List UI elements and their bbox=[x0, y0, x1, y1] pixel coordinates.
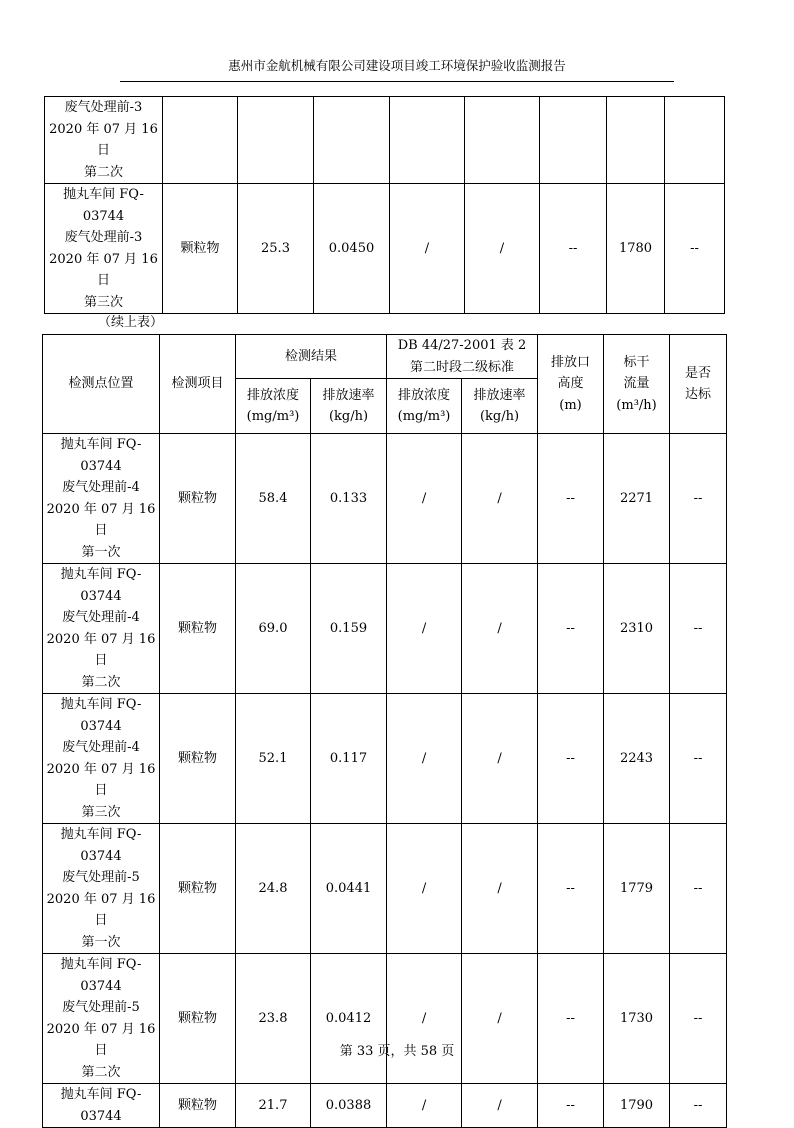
cell-flow: 1779 bbox=[604, 824, 670, 954]
cell-location-line: 2020 年 07 月 16 日 bbox=[46, 631, 156, 668]
header-rule bbox=[120, 81, 674, 82]
cell-location-line: 废气处理前-4 bbox=[62, 480, 140, 495]
cell-flow: 1780 bbox=[607, 184, 665, 314]
cell-rate: 0.0412 bbox=[311, 954, 387, 1084]
table-row bbox=[45, 97, 725, 184]
cell-height: -- bbox=[538, 824, 604, 954]
header-compliance-line: 达标 bbox=[685, 387, 712, 402]
cell-location-line: 03744 bbox=[80, 978, 122, 994]
header-conc-label: 排放浓度 bbox=[246, 387, 299, 403]
cell-location bbox=[43, 434, 160, 564]
header-std-conc-unit: (mg/m³) bbox=[397, 409, 451, 424]
cell-location-line: 第二次 bbox=[81, 674, 121, 690]
cell-conc: 24.8 bbox=[236, 824, 311, 954]
table-row bbox=[43, 824, 727, 954]
table-row bbox=[43, 1084, 727, 1128]
cell-location-line: 第三次 bbox=[83, 294, 123, 310]
header-rate-label: 排放速率 bbox=[322, 387, 375, 403]
cell-std-conc: / bbox=[387, 954, 462, 1084]
header-flow-line: 流量 bbox=[623, 376, 650, 392]
cell-location-line: 03744 bbox=[82, 208, 125, 224]
cell-location-line: 03744 bbox=[80, 848, 122, 864]
cell-std-rate: / bbox=[465, 184, 540, 314]
cell-rate: 0.133 bbox=[311, 434, 387, 564]
cell-location-line: 03744 bbox=[80, 588, 122, 604]
cell-std-conc: / bbox=[387, 824, 462, 954]
cell-height: -- bbox=[538, 434, 604, 564]
page-footer: 第 33 页，共 58 页 bbox=[339, 1044, 455, 1059]
header-compliance bbox=[670, 335, 727, 434]
header-standard-line: DB 44/27-2001 表 2 bbox=[397, 338, 527, 353]
cell-conc: 69.0 bbox=[236, 564, 311, 694]
cell-compliance: -- bbox=[670, 564, 727, 694]
cell-height: -- bbox=[538, 564, 604, 694]
cell-location-line: 第三次 bbox=[81, 804, 121, 820]
cell-location-line: 废气处理前-3 bbox=[64, 230, 143, 245]
cell-location-line: 第一次 bbox=[81, 544, 121, 560]
cell-conc bbox=[238, 97, 314, 184]
cell-item: 颗粒物 bbox=[160, 564, 236, 694]
cell-flow bbox=[607, 97, 665, 184]
header-std-rate-unit: (kg/h) bbox=[479, 409, 520, 424]
header-conc-unit: (mg/m³) bbox=[246, 409, 300, 424]
cell-location-line: 抛丸车间 FQ- bbox=[60, 697, 142, 712]
cell-location-line: 03744 bbox=[80, 718, 122, 734]
header-flow bbox=[604, 335, 670, 434]
cell-location-line: 第二次 bbox=[83, 164, 123, 180]
cell-rate bbox=[314, 97, 390, 184]
cell-rate: 0.0450 bbox=[314, 184, 390, 314]
header-flow-line: 标干 bbox=[623, 354, 650, 370]
cell-rate: 0.117 bbox=[311, 694, 387, 824]
cell-std-rate: / bbox=[462, 694, 538, 824]
cell-location-line: 第一次 bbox=[81, 934, 121, 950]
cell-flow: 2243 bbox=[604, 694, 670, 824]
header-height-line: (m) bbox=[559, 397, 582, 413]
cell-location-line: 03744 bbox=[80, 458, 122, 474]
table-top-continuation bbox=[44, 96, 725, 314]
header-compliance-line: 是否 bbox=[685, 365, 712, 381]
cell-std-rate: / bbox=[462, 954, 538, 1084]
cell-location-line: 抛丸车间 FQ- bbox=[60, 1087, 142, 1102]
cell-item: 颗粒物 bbox=[160, 824, 236, 954]
cell-location-line: 废气处理前-5 bbox=[62, 1000, 140, 1015]
header-std-conc-label: 排放浓度 bbox=[398, 387, 451, 403]
header-std-rate-label: 排放速率 bbox=[473, 387, 526, 403]
header-item: 检测项目 bbox=[160, 335, 236, 434]
cell-location bbox=[43, 954, 160, 1084]
table-row bbox=[43, 564, 727, 694]
cell-compliance: -- bbox=[670, 1084, 727, 1128]
cell-std-conc: / bbox=[390, 184, 465, 314]
cell-location bbox=[43, 824, 160, 954]
cell-location-line: 抛丸车间 FQ- bbox=[63, 187, 144, 202]
cell-rate: 0.0388 bbox=[311, 1084, 387, 1128]
table-top-body bbox=[45, 97, 725, 314]
header-rate-unit: (kg/h) bbox=[328, 409, 369, 424]
header-std-conc bbox=[387, 379, 462, 434]
cell-location-line: 抛丸车间 FQ- bbox=[60, 957, 142, 972]
cell-location-line: 2020 年 07 月 16 日 bbox=[46, 1021, 156, 1058]
header-conc bbox=[236, 379, 311, 434]
cell-std-rate bbox=[465, 97, 540, 184]
cell-item: 颗粒物 bbox=[163, 184, 238, 314]
cell-std-conc: / bbox=[387, 434, 462, 564]
cell-std-conc: / bbox=[387, 1084, 462, 1128]
cell-conc: 52.1 bbox=[236, 694, 311, 824]
cell-flow: 2271 bbox=[604, 434, 670, 564]
header-std-rate bbox=[462, 379, 538, 434]
cell-height: -- bbox=[538, 694, 604, 824]
header-rate bbox=[311, 379, 387, 434]
report-header-title: 惠州市金航机械有限公司建设项目竣工环境保护验收监测报告 bbox=[228, 58, 566, 73]
cell-location bbox=[43, 1084, 160, 1128]
cell-conc: 23.8 bbox=[236, 954, 311, 1084]
cell-height: -- bbox=[540, 184, 607, 314]
cell-item bbox=[163, 97, 238, 184]
cell-item: 颗粒物 bbox=[160, 954, 236, 1084]
continued-label: （续上表） bbox=[98, 315, 164, 330]
table-row bbox=[43, 694, 727, 824]
cell-location-line: 废气处理前-4 bbox=[62, 610, 140, 625]
table-main bbox=[42, 334, 727, 1128]
cell-compliance: -- bbox=[670, 434, 727, 564]
cell-location-line: 废气处理前-3 bbox=[64, 100, 143, 115]
cell-flow: 1730 bbox=[604, 954, 670, 1084]
cell-compliance: -- bbox=[670, 694, 727, 824]
cell-location-line: 抛丸车间 FQ- bbox=[60, 827, 142, 842]
table-main-body bbox=[43, 434, 727, 1128]
cell-location-line: 2020 年 07 月 16 日 bbox=[46, 891, 156, 928]
cell-flow: 1790 bbox=[604, 1084, 670, 1128]
cell-location-line: 2020 年 07 月 16 日 bbox=[46, 761, 156, 798]
table-row bbox=[43, 954, 727, 1084]
cell-std-conc bbox=[390, 97, 465, 184]
cell-item: 颗粒物 bbox=[160, 434, 236, 564]
cell-location-line: 抛丸车间 FQ- bbox=[60, 567, 142, 582]
cell-compliance bbox=[665, 97, 725, 184]
cell-rate: 0.0441 bbox=[311, 824, 387, 954]
cell-compliance: -- bbox=[670, 824, 727, 954]
cell-item: 颗粒物 bbox=[160, 1084, 236, 1128]
header-location: 检测点位置 bbox=[43, 335, 160, 434]
header-height-line: 高度 bbox=[557, 376, 584, 392]
cell-conc: 21.7 bbox=[236, 1084, 311, 1128]
cell-location-line: 第二次 bbox=[81, 1064, 121, 1080]
cell-location bbox=[45, 97, 163, 184]
cell-location bbox=[43, 564, 160, 694]
cell-conc: 58.4 bbox=[236, 434, 311, 564]
cell-std-rate: / bbox=[462, 824, 538, 954]
cell-location-line: 废气处理前-5 bbox=[62, 870, 140, 885]
header-height-line: 排放口 bbox=[551, 354, 591, 370]
header-height bbox=[538, 335, 604, 434]
table-row bbox=[45, 184, 725, 314]
table-row bbox=[43, 434, 727, 564]
header-result-group: 检测结果 bbox=[236, 335, 387, 379]
header-flow-line: (m³/h) bbox=[616, 397, 657, 413]
header-standard-group bbox=[387, 335, 538, 379]
cell-item: 颗粒物 bbox=[160, 694, 236, 824]
cell-location-line: 2020 年 07 月 16 日 bbox=[49, 121, 158, 158]
cell-location-line: 03744 bbox=[80, 1108, 122, 1124]
cell-height bbox=[540, 97, 607, 184]
cell-std-rate: / bbox=[462, 564, 538, 694]
cell-compliance: -- bbox=[665, 184, 725, 314]
cell-location bbox=[45, 184, 163, 314]
cell-std-rate: / bbox=[462, 1084, 538, 1128]
cell-conc: 25.3 bbox=[238, 184, 314, 314]
cell-location-line: 抛丸车间 FQ- bbox=[60, 437, 142, 452]
cell-std-conc: / bbox=[387, 564, 462, 694]
cell-location-line: 废气处理前-4 bbox=[62, 740, 140, 755]
cell-compliance: -- bbox=[670, 954, 727, 1084]
cell-std-conc: / bbox=[387, 694, 462, 824]
cell-height: -- bbox=[538, 954, 604, 1084]
cell-rate: 0.159 bbox=[311, 564, 387, 694]
cell-flow: 2310 bbox=[604, 564, 670, 694]
cell-height: -- bbox=[538, 1084, 604, 1128]
cell-location bbox=[43, 694, 160, 824]
cell-std-rate: / bbox=[462, 434, 538, 564]
header-standard-line: 第二时段二级标准 bbox=[410, 359, 515, 375]
cell-location-line: 2020 年 07 月 16 日 bbox=[46, 501, 156, 538]
cell-location-line: 2020 年 07 月 16 日 bbox=[49, 251, 158, 288]
